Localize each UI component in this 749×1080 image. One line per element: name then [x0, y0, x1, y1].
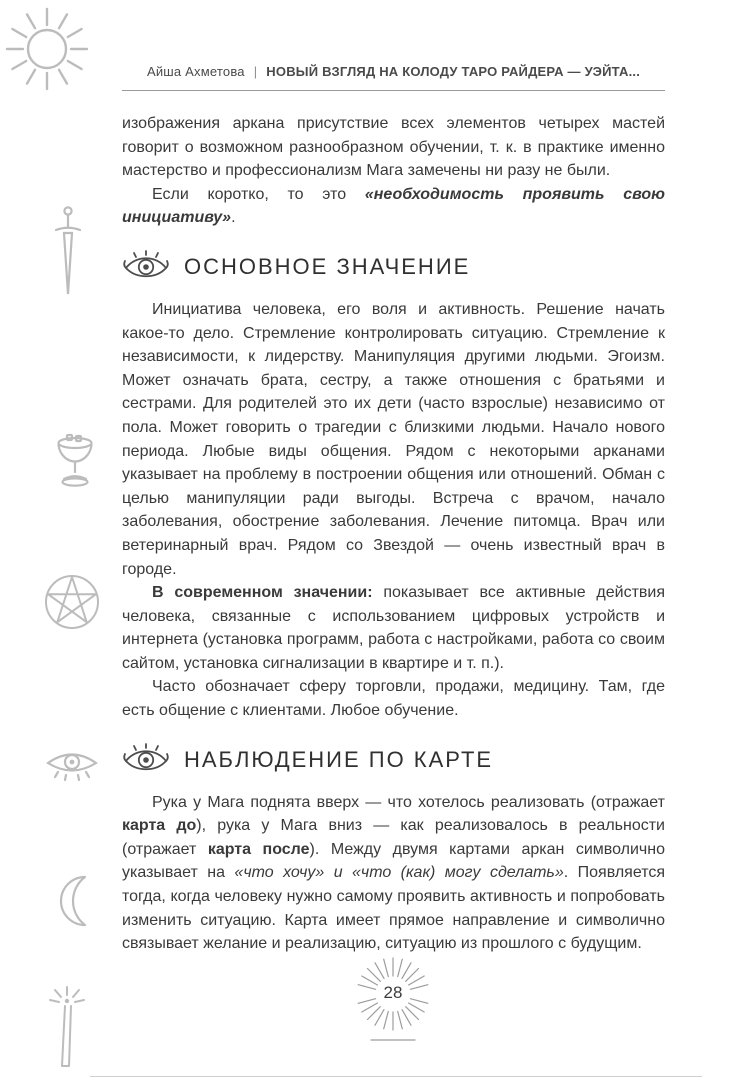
page-body: [122, 112, 665, 956]
page-header: [122, 64, 665, 79]
eye-ornament-icon: [122, 250, 170, 284]
paragraph: Рука у Мага поднята вверх — что хотелось реализовать (отражает карта до), рука у Мага вниз — как реализовалось в реальности (отражает карта после). Между двумя картами аркан символично указывает на «что хочу» и «что (как) могу сделать». Появляется тогда, когда человеку нужно самому проявить активность и попробовать изменить ситуацию. Карта имеет прямое направление и символично связывает желание и реализацию, ситуацию из прошлого с будущим.: [122, 793, 666, 953]
paragraph: Если коротко, то это «необходимость проявить свою инициативу».: [122, 185, 666, 227]
wand-icon: [45, 986, 89, 1070]
paragraph: Инициатива человека, его воля и активность. Решение начать какое-то дело. Стремление контролировать ситуацию. Стремление к независимости, к лидерству. Манипуляция другими людьми. Эгоизм. Может означать брата, сестру, а также отношения с братьями и сестрами. Для родителей это их дети (часто взрослые) независимо от пола. Может говорить о трагедии с близкими людьми. Начало нового периода. Любые виды общения. Рядом с некоторыми арканами указывает на проблему в построении общения или отношений. Обман с целью манипуляции ради выгоды. Встреча с врачом, начало заболевания, обострение заболевания. Лечение питомца. Врач или ветеринарный врач. Рядом со Звездой — очень известный врач в городе.: [122, 300, 665, 578]
eye-icon: [45, 744, 99, 784]
section-heading-card-observation: [122, 743, 665, 777]
author-name: Айша Ахметова: [146, 64, 245, 79]
book-title: НОВЫЙ ВЗГЛЯД НА КОЛОДУ ТАРО РАЙДЕРА — УЭЙТА...: [266, 64, 641, 79]
page-edge-line: [90, 1076, 702, 1077]
section-heading-main-meaning: [122, 250, 665, 284]
section-title: НАБЛЮДЕНИЕ ПО КАРТЕ: [184, 746, 494, 772]
sun-icon: [2, 2, 94, 96]
section-title: ОСНОВНОЕ ЗНАЧЕНИЕ: [184, 254, 471, 280]
page-number: 28: [383, 983, 403, 1002]
paragraph: Часто обозначает сферу торговли, продажи, медицину. Там, где есть общение с клиентами. Любое обучение.: [122, 678, 665, 720]
header-separator: |: [253, 64, 258, 79]
pentagram-icon: [43, 573, 101, 631]
sword-icon: [49, 204, 87, 300]
page-footer: [323, 950, 463, 1046]
header-rule: [122, 90, 665, 91]
chalice-icon: [50, 432, 100, 490]
eye-ornament-icon: [122, 743, 170, 777]
paragraph: В современном значении: показывает все активные действия человека, связанные с использованием цифровых устройств и интернета (установка программ, работа с настройками, работа со своим сайтом, установка сигнализации в квартире и т. п.).: [122, 584, 666, 672]
paragraph-continuation: изображения аркана присутствие всех элементов четырех мастей говорит о возможном разнообразном обучении, т. к. в практике именно мастерство и профессионализм Мага замечены ни разу не были.: [122, 115, 665, 180]
moon-icon: [52, 872, 96, 930]
